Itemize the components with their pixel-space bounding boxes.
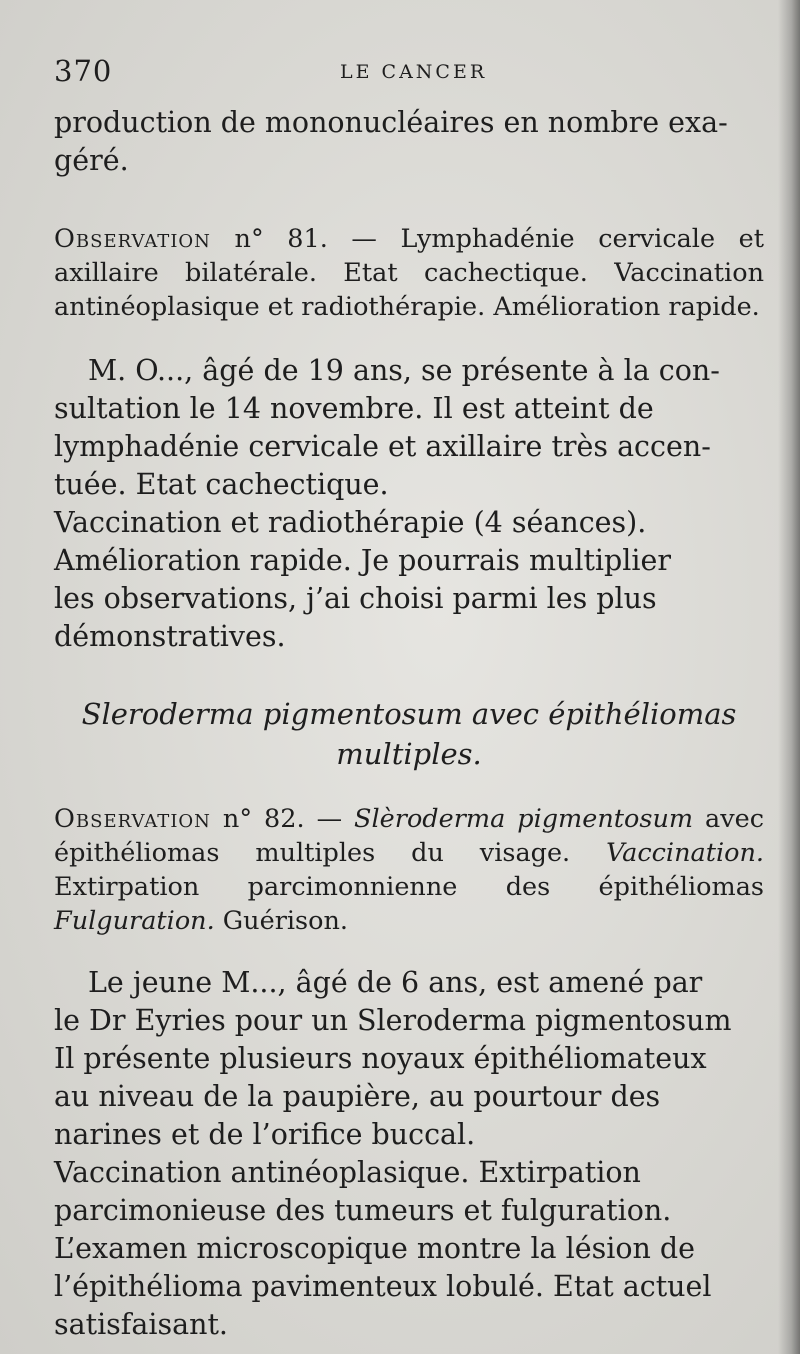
observation-label: Observation bbox=[54, 224, 211, 254]
observation-82-summary bbox=[54, 802, 764, 938]
observation-italic-term: Vaccination. bbox=[606, 838, 764, 868]
observation-label: Observation bbox=[54, 804, 211, 834]
section-heading: Sleroderma pigmentosum avec épithéliomas multiples. bbox=[81, 697, 737, 771]
observation-text: Extirpation parcimonnienne des épithéliomas bbox=[54, 872, 764, 902]
running-head: LE CANCER bbox=[340, 61, 488, 83]
observation-number: n° 81. bbox=[234, 224, 328, 254]
observation-81-body: M. O..., âgé de 19 ans, se présente à la con- sultation le 14 novembre. Il est atteint de lymphadénie cervicale et axillaire très accen- tuée. Etat cachectique. Vaccination et radiothérapie (4 séances). Amélioration rapide. Je pourrais multiplier les observations, j’ai choisi parmi les plus démonstratives. bbox=[54, 354, 720, 653]
observation-text: — Lymphadénie cervicale et axillaire bilatérale. Etat cachectique. Vaccination antinéoplasique et radiothérapie. Amélioration rapide. bbox=[54, 224, 764, 322]
continuation-paragraph: production de mononucléaires en nombre exa- géré. bbox=[54, 106, 728, 177]
observation-number: n° 82. bbox=[222, 804, 305, 834]
observation-italic-term: Fulguration. bbox=[54, 906, 215, 936]
page-number: 370 bbox=[54, 54, 113, 88]
observation-italic-term: Slèroderma pigmentosum bbox=[354, 804, 694, 834]
observation-82-body: Le jeune M..., âgé de 6 ans, est amené par le Dr Eyries pour un Sleroderma pigmentosum Il présente plusieurs noyaux épithéliomateux au niveau de la paupière, au pourtour des narines et de l’orifice buccal. Vaccination antinéoplasique. Extirpation parcimonieuse des tumeurs et fulguration. L’examen microscopique montre la lésion de l’épithélioma pavimenteux lobulé. Etat actuel satisfaisant. bbox=[54, 966, 732, 1341]
observation-text: — bbox=[304, 804, 355, 834]
observation-81-summary bbox=[54, 222, 764, 324]
page-edge-shadow bbox=[778, 0, 800, 1354]
observation-text: Guérison. bbox=[214, 906, 349, 936]
observation-text: avec épithéliomas multiples du visage. bbox=[54, 804, 764, 868]
page-header bbox=[54, 48, 764, 88]
